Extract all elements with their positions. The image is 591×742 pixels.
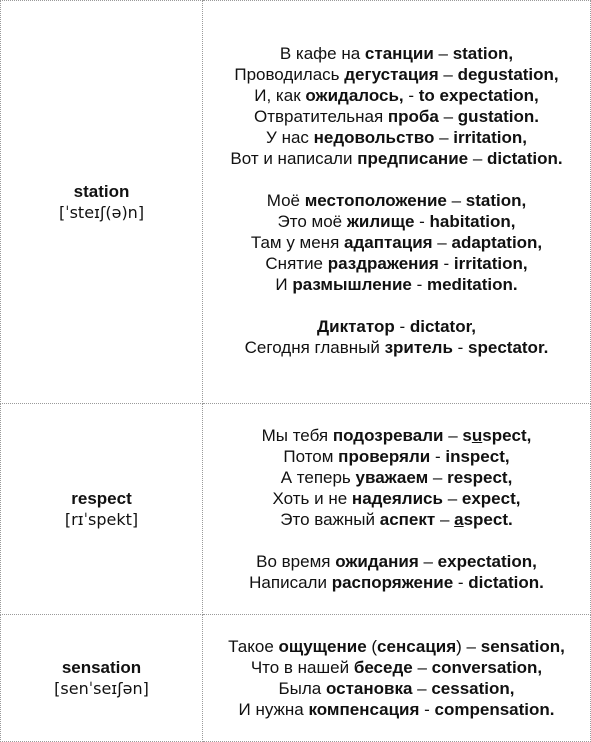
verse-segment: spect. — [463, 510, 513, 529]
verse-segment: компенсация — [308, 700, 420, 719]
verse-segment: a — [454, 510, 464, 529]
verse-line — [203, 106, 590, 127]
verse-segment: compensation. — [434, 700, 555, 719]
verse-line — [203, 509, 590, 530]
verse-segment: - — [411, 274, 427, 294]
verse-line — [203, 636, 590, 657]
headword: station — [73, 182, 130, 201]
verse-segment: sensation, — [480, 637, 565, 656]
verse-segment: gustation. — [457, 106, 540, 126]
headword: sensation — [61, 658, 142, 677]
verse-segment: Потом — [283, 447, 339, 466]
table-row — [1, 404, 591, 615]
verse-segment: Мы тебя — [261, 426, 333, 445]
mnemonic-verse — [203, 615, 591, 742]
verse-line — [203, 274, 590, 295]
verse-segment: У нас — [266, 127, 314, 147]
verse-segment: надеялись — [351, 489, 443, 508]
verse-body — [203, 425, 590, 593]
verse-segment: – — [442, 489, 462, 508]
verse-segment: Это важный — [280, 510, 380, 529]
verse-line — [203, 190, 590, 211]
verse-segment: degustation, — [457, 64, 559, 84]
mnemonic-verse — [203, 404, 591, 615]
verse-segment: В кафе на — [279, 43, 365, 63]
verse-segment: station, — [452, 43, 514, 63]
transcription: [ˈsteɪʃ(ə)n] — [58, 203, 145, 222]
verse-segment: местоположение — [304, 190, 447, 210]
verse-segment: – — [438, 106, 458, 126]
verse-segment: - — [394, 316, 410, 336]
verse-segment: spectator. — [468, 337, 549, 357]
verse-segment: expectation, — [437, 552, 537, 571]
table-row — [1, 615, 591, 742]
verse-segment: habitation, — [429, 211, 516, 231]
verse-segment: недовольство — [313, 127, 435, 147]
word-cell — [1, 1, 203, 404]
verse-segment: u — [471, 426, 483, 445]
verse-line — [203, 64, 590, 85]
verse-segment: dictation. — [468, 573, 544, 592]
verse-segment: – — [438, 64, 458, 84]
verse-segment: irritation, — [453, 253, 528, 273]
verse-segment: respect, — [447, 468, 513, 487]
word-cell — [1, 615, 203, 742]
verse-segment: А теперь — [280, 468, 356, 487]
verse-segment: conversation, — [431, 658, 543, 677]
verse-segment: Во время — [256, 552, 336, 571]
verse-segment: - — [430, 447, 446, 466]
verse-body — [203, 43, 590, 358]
verse-line — [203, 253, 590, 274]
verse-segment: адаптация — [344, 232, 433, 252]
verse-line — [203, 148, 590, 169]
verse-segment: adaptation, — [451, 232, 543, 252]
verse-segment: жилище — [346, 211, 415, 231]
verse-line — [203, 551, 590, 572]
verse-segment: spect, — [482, 426, 532, 445]
stanza-gap — [203, 530, 590, 551]
verse-segment: остановка — [325, 679, 413, 698]
verse-segment: дегустация — [344, 64, 439, 84]
verse-line — [203, 85, 590, 106]
verse-segment: распоряжение — [331, 573, 454, 592]
stanza-gap — [203, 169, 590, 190]
verse-segment: – — [468, 148, 488, 168]
stanza-gap — [203, 295, 590, 316]
verse-line — [203, 211, 590, 232]
verse-segment: подозревали — [332, 426, 444, 445]
verse-line — [203, 316, 590, 337]
verse-segment: - — [403, 85, 419, 105]
verse-segment: dictator, — [409, 316, 476, 336]
verse-segment: Вот и написали — [230, 148, 358, 168]
verse-segment: Сегодня главный — [244, 337, 385, 357]
verse-segment: – — [428, 468, 448, 487]
verse-segment: Диктатор — [317, 316, 395, 336]
verse-line — [203, 467, 590, 488]
verse-segment: Отвратительная — [253, 106, 388, 126]
verse-segment: Написали — [249, 573, 332, 592]
verse-line — [203, 488, 590, 509]
verse-segment: Моё — [266, 190, 305, 210]
verse-segment: Проводилась — [234, 64, 345, 84]
verse-segment: to expectation, — [418, 85, 539, 105]
verse-segment: - — [438, 253, 454, 273]
verse-segment: Снятие — [265, 253, 328, 273]
verse-segment: ощущение — [278, 637, 367, 656]
verse-segment: – — [443, 426, 463, 445]
verse-segment: проба — [387, 106, 439, 126]
verse-segment: Была — [278, 679, 326, 698]
verse-segment: ожидания — [335, 552, 419, 571]
verse-segment: irritation, — [453, 127, 527, 147]
verse-segment: – — [435, 510, 455, 529]
verse-line — [203, 446, 590, 467]
headword: respect — [71, 489, 132, 508]
mnemonic-verse — [203, 1, 591, 404]
verse-segment: inspect, — [445, 447, 510, 466]
verse-segment: - — [414, 211, 430, 231]
word-cell — [1, 404, 203, 615]
transcription: [rɪˈspekt] — [64, 510, 139, 529]
verse-segment: беседе — [353, 658, 413, 677]
verse-segment: проверяли — [338, 447, 431, 466]
verse-segment: Это моё — [277, 211, 347, 231]
verse-segment: - — [452, 337, 469, 357]
verse-segment: – — [434, 127, 454, 147]
verse-segment: предписание — [357, 148, 469, 168]
verse-segment: ожидалось, — [305, 85, 404, 105]
verse-segment: И, как — [254, 85, 306, 105]
verse-line — [203, 425, 590, 446]
verse-segment: s — [462, 426, 472, 445]
verse-segment: Что в нашей — [250, 658, 354, 677]
verse-segment: - — [453, 573, 469, 592]
verse-segment: Там у меня — [250, 232, 344, 252]
verse-body — [203, 636, 590, 720]
verse-segment: – — [418, 552, 438, 571]
verse-segment: – — [412, 658, 432, 677]
verse-segment: уважаем — [355, 468, 429, 487]
verse-segment: – — [412, 679, 432, 698]
verse-line — [203, 678, 590, 699]
verse-segment: И — [275, 274, 293, 294]
verse-segment: cessation, — [431, 679, 515, 698]
verse-segment: ( — [366, 637, 378, 656]
verse-segment: dictation. — [487, 148, 563, 168]
verse-segment: раздражения — [327, 253, 439, 273]
verse-segment: meditation. — [426, 274, 518, 294]
verse-segment: Хоть и не — [272, 489, 352, 508]
verse-segment: ) – — [456, 637, 481, 656]
verse-segment: сенсация — [377, 637, 457, 656]
verse-line — [203, 699, 590, 720]
verse-segment: – — [446, 190, 466, 210]
verse-line — [203, 127, 590, 148]
verse-segment: - — [419, 700, 435, 719]
transcription: [senˈseɪʃən] — [54, 679, 149, 698]
table-row — [1, 1, 591, 404]
verse-segment: станции — [364, 43, 434, 63]
verse-line — [203, 43, 590, 64]
verse-segment: зритель — [384, 337, 453, 357]
verse-segment: – — [432, 232, 452, 252]
verse-segment: размышление — [292, 274, 412, 294]
verse-line — [203, 337, 590, 358]
verse-segment: station, — [465, 190, 527, 210]
verse-segment: И нужна — [238, 700, 309, 719]
verse-line — [203, 657, 590, 678]
verse-segment: – — [433, 43, 453, 63]
verse-segment: expect, — [461, 489, 521, 508]
verse-segment: Такое — [228, 637, 279, 656]
verse-segment: аспект — [379, 510, 436, 529]
verse-line — [203, 232, 590, 253]
verse-line — [203, 572, 590, 593]
